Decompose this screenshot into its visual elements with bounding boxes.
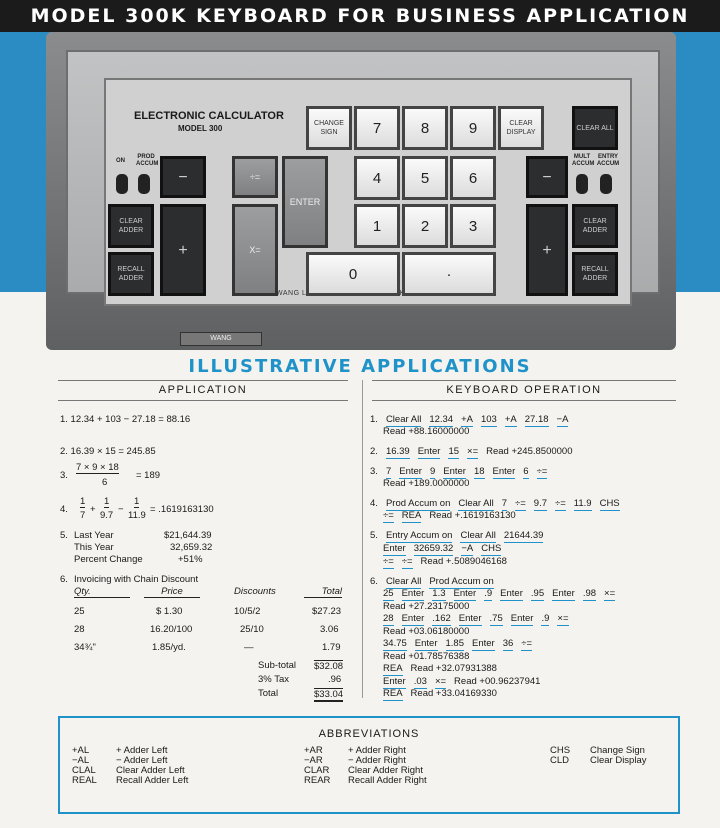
keystroke: ÷=: [515, 498, 526, 509]
mult-accum-label: MULT ACCUM: [572, 154, 595, 167]
application-4-term1-num: 1: [80, 496, 86, 507]
keystroke: ÷=: [401, 556, 413, 567]
keystroke: REA: [401, 510, 422, 521]
keystroke: 32659.32: [413, 543, 454, 554]
clear-adder-left-key[interactable]: CLEAR ADDER: [108, 204, 154, 248]
keystroke: CHS: [481, 543, 502, 554]
key-7[interactable]: 7: [354, 106, 400, 150]
application-4-term3-den: 11.9: [128, 510, 146, 521]
abbreviation-code: CLD: [550, 755, 570, 766]
keystroke: ×=: [604, 588, 616, 599]
keystroke: REA: [383, 663, 403, 674]
key-3[interactable]: 3: [450, 204, 496, 248]
application-4-number: 4.: [60, 504, 68, 515]
keystroke: Enter: [552, 588, 575, 599]
display-readout: Read +33.04169330: [410, 688, 497, 699]
keystroke: 9: [429, 466, 436, 477]
display-readout: Read +00.96237941: [454, 675, 541, 687]
keystroke: ÷=: [521, 638, 533, 649]
keystroke: +A: [504, 414, 517, 425]
keystroke: Enter: [458, 613, 482, 624]
multiply-key[interactable]: X=: [232, 204, 278, 296]
invoice-discounts: 25/10: [240, 624, 264, 635]
key-0[interactable]: 0: [306, 252, 400, 296]
invoice-qty: 28: [74, 624, 85, 635]
invoice-qty: 34¾": [74, 642, 96, 653]
abbreviation-code: +AL: [72, 745, 90, 756]
step-number: 6.: [370, 576, 378, 587]
recall-adder-left-key[interactable]: RECALL ADDER: [108, 252, 154, 296]
key-4[interactable]: 4: [354, 156, 400, 200]
change-sign-key[interactable]: CHANGE SIGN: [306, 106, 352, 150]
minus-left-key[interactable]: −: [160, 156, 206, 198]
plus-left-key[interactable]: +: [160, 204, 206, 296]
page-title: MODEL 300K KEYBOARD FOR BUSINESS APPLICATION: [0, 0, 720, 32]
invoice-qty: 25: [74, 606, 85, 617]
clear-all-key[interactable]: CLEAR ALL: [572, 106, 618, 150]
recall-adder-right-key[interactable]: RECALL ADDER: [572, 252, 618, 296]
keystroke: Enter: [399, 466, 422, 477]
application-4-term2-den: 9.7: [100, 510, 114, 521]
keystroke: 34.75: [383, 638, 407, 649]
application-5-row-label: This Year: [74, 542, 114, 553]
application-3-numerator: 7 × 9 × 18: [76, 462, 119, 473]
abbreviation-code: CHS: [550, 745, 571, 756]
keystroke: 25: [383, 588, 394, 599]
entry-accum-label: ENTRY ACCUM: [596, 154, 620, 167]
on-label: ON: [116, 158, 125, 164]
step-number: 3.: [370, 466, 378, 477]
display-readout: Read +.1619163130: [429, 510, 516, 521]
keystroke: 12.34: [429, 414, 454, 425]
keystroke: Enter: [414, 638, 438, 649]
calculator-brand: ELECTRONIC CALCULATOR: [134, 110, 284, 122]
keystroke: Clear All: [460, 530, 496, 541]
application-3-result: = 189: [136, 470, 161, 481]
keystroke: REA: [383, 688, 403, 699]
mult-accum-switch[interactable]: [576, 174, 588, 194]
keystroke: ÷=: [383, 556, 394, 567]
application-4-term2-num: 1: [104, 496, 110, 507]
key-1[interactable]: 1: [354, 204, 400, 248]
invoice-total: $27.23: [312, 606, 342, 617]
right-column-rule: [372, 380, 676, 381]
keystroke: 7: [501, 498, 508, 509]
display-readout: Read +245.8500000: [486, 446, 573, 457]
keystroke: 1.3: [432, 588, 446, 599]
abbreviation-meaning: − Adder Left: [116, 755, 168, 766]
invoice-price: 16.20/100: [150, 624, 193, 635]
column-divider: [362, 380, 363, 698]
keystroke: Enter: [453, 588, 477, 599]
keystroke: Enter: [401, 588, 425, 599]
invoice-summary-value: .96: [328, 674, 342, 685]
application-2: 2. 16.39 × 15 = 245.85: [60, 446, 156, 457]
abbreviation-code: −AL: [72, 755, 90, 766]
clear-display-key[interactable]: CLEAR DISPLAY: [498, 106, 544, 150]
abbreviation-meaning: − Adder Right: [348, 755, 406, 766]
application-4-term1-den: 7: [80, 510, 86, 521]
keyboard-panel: [104, 78, 632, 306]
decimal-point-key[interactable]: ·: [402, 252, 496, 296]
application-5-row-value: $21,644.39: [164, 530, 212, 541]
keystroke: 103: [480, 414, 497, 425]
entry-accum-switch[interactable]: [600, 174, 612, 194]
clear-adder-right-key[interactable]: CLEAR ADDER: [572, 204, 618, 248]
keystroke: Enter: [510, 613, 534, 624]
application-5-row-label: Last Year: [74, 530, 114, 541]
keyboard-operation-heading: KEYBOARD OPERATION: [446, 384, 602, 396]
application-3-denominator: 6: [102, 477, 108, 488]
keystroke: −A: [461, 543, 474, 554]
plus-right-key[interactable]: +: [526, 204, 568, 296]
right-column-underline: [372, 400, 676, 401]
abbreviation-code: −AR: [304, 755, 323, 766]
abbreviation-code: REAR: [304, 775, 331, 786]
keystroke: Enter: [383, 675, 406, 687]
application-6-title: Invoicing with Chain Discount: [74, 574, 199, 585]
invoice-header-discounts: Discounts: [234, 586, 276, 597]
abbreviation-meaning: Clear Adder Left: [116, 765, 185, 776]
keystroke: Entry Accum on: [385, 530, 453, 541]
keystroke: 28: [383, 613, 394, 624]
keystroke: 36: [502, 638, 514, 649]
abbreviation-meaning: Clear Adder Right: [348, 765, 423, 776]
application-5-row-value: +51%: [178, 554, 203, 565]
keystroke: 9.7: [533, 498, 548, 509]
keystroke: Enter: [500, 588, 523, 599]
keystroke: Prod Accum on: [429, 576, 494, 587]
display-readout: Read +189.0000000: [383, 478, 470, 489]
invoice-header-price: Price: [144, 586, 200, 598]
keystroke: ÷=: [383, 510, 394, 521]
display-readout: Read +03.06180000: [383, 625, 470, 637]
key-6[interactable]: 6: [450, 156, 496, 200]
keystroke: 7: [385, 466, 392, 477]
keystroke: .162: [432, 613, 451, 624]
application-3-number: 3.: [60, 470, 68, 481]
invoice-summary-label: Sub-total: [258, 660, 297, 671]
application-4-result: = .1619163130: [150, 504, 214, 515]
keystroke: 27.18: [524, 414, 549, 425]
keystroke: .75: [489, 613, 503, 624]
application-4-plus: +: [90, 504, 96, 515]
keystroke: ×=: [467, 446, 479, 457]
invoice-total: 1.79: [322, 642, 341, 653]
keystroke: Enter: [383, 543, 406, 554]
display-readout: Read +27.23175000: [383, 600, 470, 612]
step-number: 5.: [370, 530, 378, 541]
key-5[interactable]: 5: [402, 156, 448, 200]
left-column-rule: [58, 380, 348, 381]
section-title: ILLUSTRATIVE APPLICATIONS: [188, 356, 532, 377]
abbreviation-code: CLAR: [304, 765, 330, 776]
application-heading: APPLICATION: [158, 384, 248, 396]
keystroke: Clear All: [458, 498, 494, 509]
display-readout: Read +01.78576388: [383, 650, 470, 662]
abbreviation-meaning: + Adder Left: [116, 745, 168, 756]
on-switch[interactable]: [116, 174, 128, 194]
application-6-number: 6.: [60, 574, 68, 585]
key-8[interactable]: 8: [402, 106, 448, 150]
application-4-minus: −: [118, 504, 124, 515]
keystroke: 11.9: [573, 498, 592, 509]
keystroke: 15: [448, 446, 460, 457]
invoice-discounts: —: [244, 642, 254, 653]
abbreviation-code: +AR: [304, 745, 323, 756]
keystroke: CHS: [599, 498, 620, 509]
keystroke: 6: [523, 466, 529, 477]
divide-key[interactable]: ÷=: [232, 156, 278, 198]
abbreviation-code: REAL: [72, 775, 97, 786]
keystroke: ×=: [557, 613, 569, 624]
keystroke: ×=: [434, 675, 447, 687]
application-5-row-label: Percent Change: [74, 554, 143, 565]
keystroke: Enter: [472, 638, 495, 649]
keystroke: Enter: [443, 466, 466, 477]
abbreviation-meaning: Clear Display: [590, 755, 647, 766]
enter-key[interactable]: ENTER: [282, 156, 328, 248]
step-number: 2.: [370, 446, 378, 457]
invoice-summary-value: $33.04: [314, 689, 344, 700]
invoice-header-total: Total: [304, 586, 342, 598]
prod-accum-label: PROD ACCUM: [136, 154, 159, 167]
application-5-number: 5.: [60, 530, 68, 541]
keystroke: .9: [541, 613, 550, 624]
display-readout: Read +32.07931388: [410, 663, 497, 674]
invoice-price: $ 1.30: [156, 606, 183, 617]
keystroke: Enter: [401, 613, 425, 624]
application-1: 1. 12.34 + 103 − 27.18 = 88.16: [60, 414, 191, 425]
left-column-underline: [58, 400, 348, 401]
abbreviation-meaning: Recall Adder Right: [348, 775, 427, 786]
keystroke: Clear All: [385, 414, 422, 425]
manufacturer-label: WANG: [276, 290, 300, 297]
keystroke: 1.85: [445, 638, 464, 649]
keystroke: Prod Accum on: [385, 498, 451, 509]
keystroke: .95: [530, 588, 545, 599]
prod-accum-switch[interactable]: [138, 174, 150, 194]
keystroke: .9: [484, 588, 493, 599]
invoice-price: 1.85/yd.: [152, 642, 186, 653]
keystroke: 18: [473, 466, 485, 477]
abbreviation-code: CLAL: [72, 765, 96, 776]
keystroke: .98: [582, 588, 597, 599]
abbreviation-meaning: + Adder Right: [348, 745, 406, 756]
abbreviation-meaning: Recall Adder Left: [116, 775, 189, 786]
key-2[interactable]: 2: [402, 204, 448, 248]
step-number: 4.: [370, 498, 378, 509]
invoice-discounts: 10/5/2: [234, 606, 261, 617]
calculator-model: MODEL 300: [178, 124, 223, 133]
invoice-header-qty: Qty.: [74, 586, 130, 598]
keystroke: 16.39: [385, 446, 410, 457]
display-readout: Read +.5089046168: [420, 556, 507, 567]
key-9[interactable]: 9: [450, 106, 496, 150]
keystroke: −A: [556, 414, 569, 425]
wang-badge: WANG: [180, 332, 262, 346]
keystroke: .03: [413, 675, 427, 687]
keystroke: Enter: [417, 446, 441, 457]
application-5-row-value: 32,659.32: [170, 542, 213, 553]
keystroke: ÷=: [536, 466, 548, 477]
keystroke: +A: [461, 414, 473, 425]
abbreviation-meaning: Change Sign: [590, 745, 645, 756]
keystroke: 21644.39: [503, 530, 544, 541]
invoice-summary-label: Total: [258, 688, 279, 699]
minus-right-key[interactable]: −: [526, 156, 568, 198]
display-readout: Read +88.16000000: [383, 426, 470, 437]
keystroke: ÷=: [555, 498, 566, 509]
invoice-summary-label: 3% Tax: [258, 674, 289, 685]
abbreviations-box: [58, 716, 680, 814]
keystroke: Clear All: [385, 576, 422, 587]
keystroke: Enter: [492, 466, 516, 477]
application-4-term3-num: 1: [134, 496, 140, 507]
invoice-summary-value: $32.08: [314, 661, 344, 672]
invoice-total: 3.06: [320, 624, 339, 635]
step-number: 1.: [370, 414, 378, 425]
abbreviations-title: ABBREVIATIONS: [318, 728, 420, 740]
